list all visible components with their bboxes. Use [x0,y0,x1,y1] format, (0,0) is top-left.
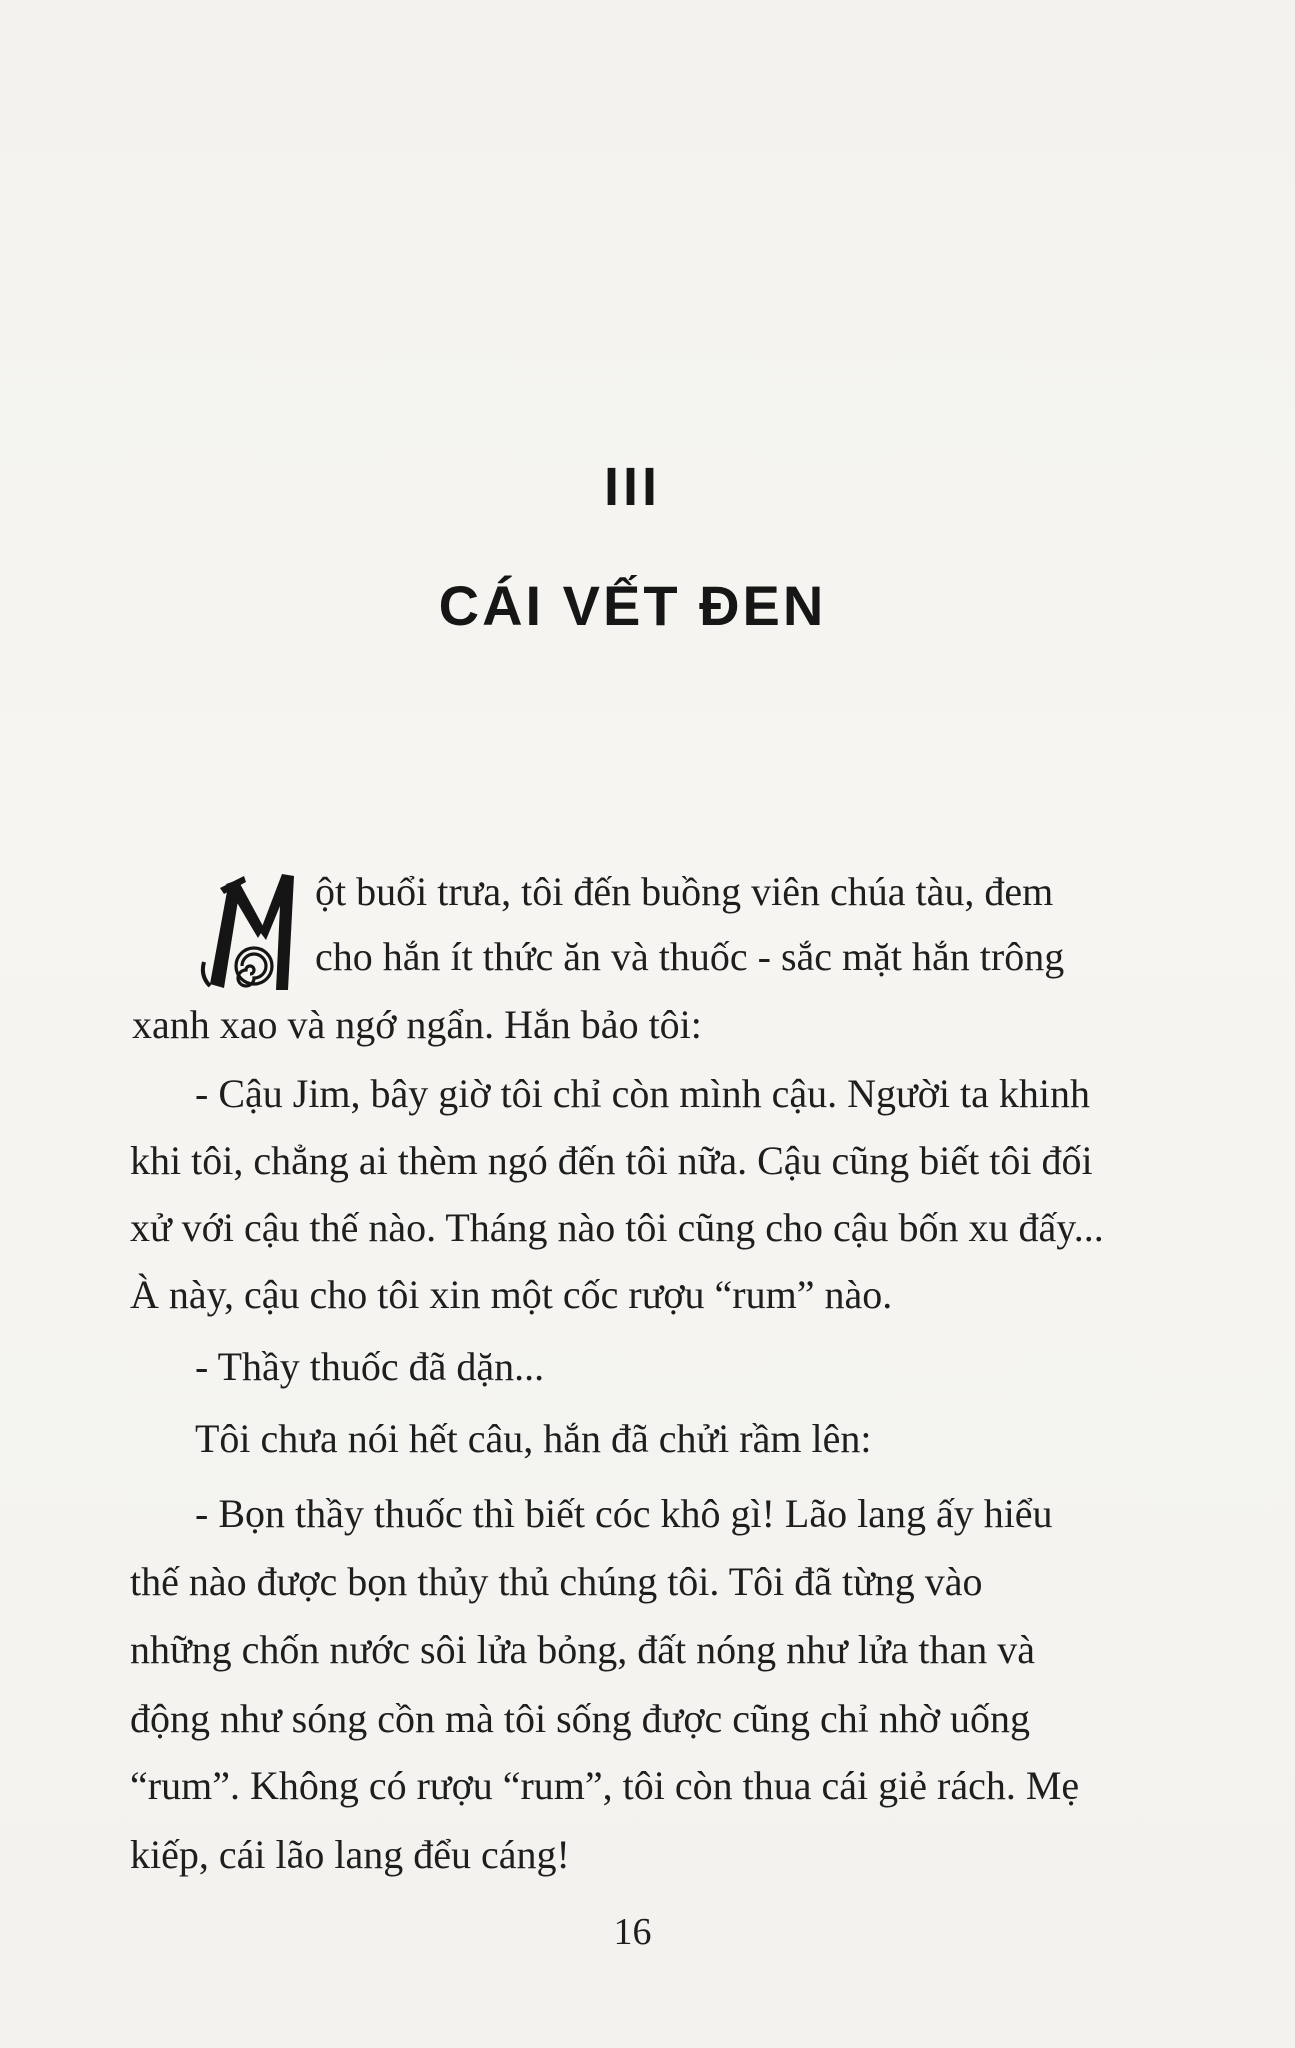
text-line-3: xanh xao và ngớ ngẩn. Hắn bảo tôi: [132,1002,702,1047]
text-line-13: động như sóng cồn mà tôi sống được cũng chỉ nhờ uống [130,1696,1031,1741]
text-line-8: - Thầy thuốc đã dặn... [195,1344,545,1389]
text-line-15: kiếp, cái lão lang đểu cáng! [130,1832,570,1877]
text-line-9: Tôi chưa nói hết câu, hắn đã chửi rầm lên: [195,1416,872,1461]
dropcap-letter-m [200,866,308,996]
text-line-7: À này, cậu cho tôi xin một cốc rượu “rum” nào. [130,1272,893,1317]
text-line-14: “rum”. Không có rượu “rum”, tôi còn thua cái giẻ rách. Mẹ [130,1763,1080,1808]
page-number: 16 [613,1911,652,1953]
chapter-number: III [603,457,661,517]
text-line-11: thế nào được bọn thủy thủ chúng tôi. Tôi đã từng vào [130,1559,983,1604]
text-line-6: xử với cậu thế nào. Tháng nào tôi cũng cho cậu bốn xu đấy... [130,1205,1104,1250]
spiral-ornament-icon [236,948,272,986]
text-line-2: cho hắn ít thức ăn và thuốc - sắc mặt hắn trông [315,934,1065,979]
text-line-1: ột buổi trưa, tôi đến buồng viên chúa tàu, đem [315,869,1054,914]
chapter-title: CÁI VẾT ĐEN [438,574,827,637]
text-line-12: những chốn nước sôi lửa bỏng, đất nóng như lửa than và [130,1627,1035,1672]
text-line-5: khi tôi, chẳng ai thèm ngó đến tôi nữa. Cậu cũng biết tôi đối [130,1138,1093,1183]
text-line-10: - Bọn thầy thuốc thì biết cóc khô gì! Lão lang ấy hiểu [195,1491,1053,1536]
text-line-4: - Cậu Jim, bây giờ tôi chỉ còn mình cậu. Người ta khinh [195,1071,1090,1116]
